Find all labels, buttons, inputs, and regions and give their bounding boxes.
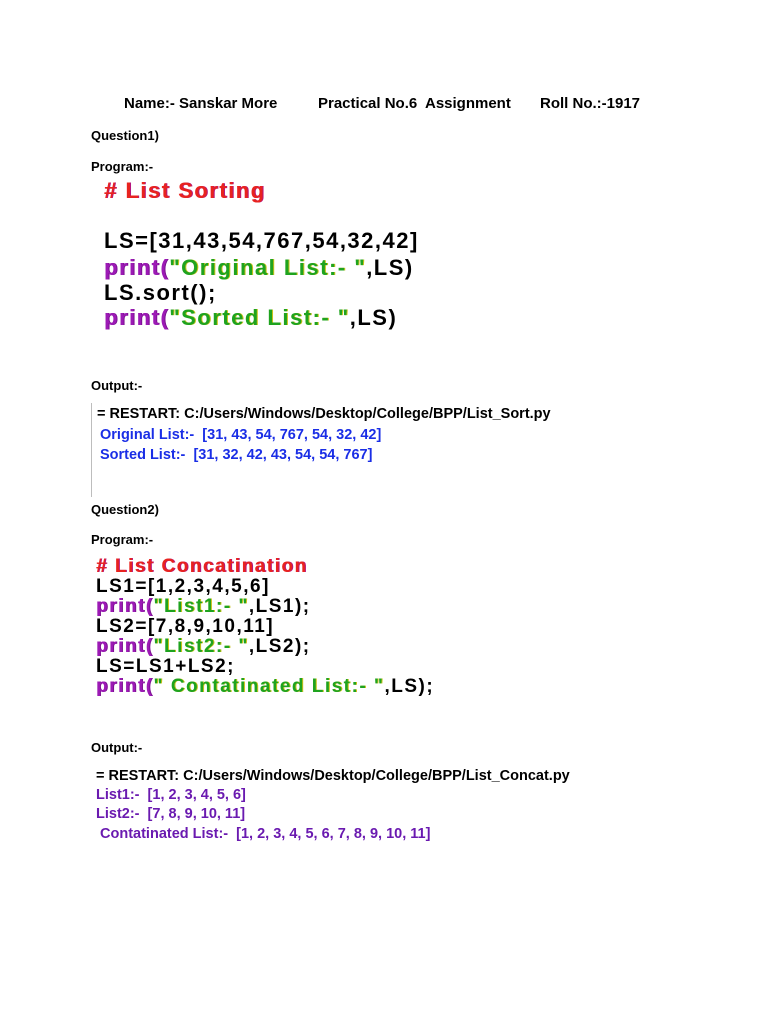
output-2-label: Output:- bbox=[91, 740, 143, 755]
code2-line2-rest: ,LS1); bbox=[248, 596, 311, 617]
code2-line6-print: print( bbox=[96, 676, 154, 697]
output1-line1: Original List:- [31, 43, 54, 767, 54, 32, 42] bbox=[100, 427, 382, 443]
question-1-label: Question1) bbox=[91, 128, 159, 143]
code1-comment: # List Sorting bbox=[104, 178, 266, 203]
code2-line6-string: " Contatinated List:- " bbox=[153, 676, 385, 697]
code2-line2-string: "List1:- " bbox=[153, 596, 249, 617]
code2-line4-string: "List2:- " bbox=[153, 636, 249, 657]
output-1-label: Output:- bbox=[91, 378, 143, 393]
output2-line1: List1:- [1, 2, 3, 4, 5, 6] bbox=[96, 787, 246, 803]
code1-line4-string: "Sorted List:- " bbox=[169, 305, 350, 330]
output1-restart: = RESTART: C:/Users/Windows/Desktop/College/BPP/List_Sort.py bbox=[97, 406, 551, 422]
practical-title: Practical No.6 Assignment bbox=[318, 95, 511, 112]
code2-line4-print: print( bbox=[96, 636, 154, 657]
code2-line4 bbox=[96, 636, 311, 658]
code2-line2-print: print( bbox=[96, 596, 154, 617]
output2-restart: = RESTART: C:/Users/Windows/Desktop/College/BPP/List_Concat.py bbox=[96, 768, 570, 784]
program-1-label: Program:- bbox=[91, 159, 154, 174]
output2-line2: List2:- [7, 8, 9, 10, 11] bbox=[96, 806, 246, 822]
code1-line2-print: print( bbox=[104, 255, 170, 280]
code2-line2 bbox=[96, 596, 311, 618]
code1-line4 bbox=[104, 305, 397, 331]
code2-line1: LS1=[1,2,3,4,5,6] bbox=[96, 576, 270, 597]
output-1-divider bbox=[91, 403, 92, 497]
question-2-label: Question2) bbox=[91, 502, 159, 517]
code1-line2-rest: ,LS) bbox=[366, 255, 414, 280]
roll-number: Roll No.:-1917 bbox=[540, 95, 641, 112]
code2-line4-rest: ,LS2); bbox=[248, 636, 311, 657]
code1-line2 bbox=[104, 255, 414, 281]
code1-line1: LS=[31,43,54,767,54,32,42] bbox=[104, 228, 419, 253]
code2-line6-rest: ,LS); bbox=[384, 676, 435, 697]
program-2-label: Program:- bbox=[91, 532, 154, 547]
code2-line3: LS2=[7,8,9,10,11] bbox=[96, 616, 275, 637]
code2-comment: # List Concatination bbox=[96, 556, 308, 577]
code1-line2-string: "Original List:- " bbox=[169, 255, 367, 280]
code2-line5: LS=LS1+LS2; bbox=[96, 656, 235, 677]
student-name: Name:- Sanskar More bbox=[124, 95, 278, 112]
code1-line4-rest: ,LS) bbox=[349, 305, 398, 330]
output1-line2: Sorted List:- [31, 32, 42, 43, 54, 54, 767] bbox=[100, 447, 373, 463]
output2-line3: Contatinated List:- [1, 2, 3, 4, 5, 6, 7, 8, 9, 10, 11] bbox=[96, 826, 431, 842]
code1-line4-print: print( bbox=[104, 305, 170, 330]
code2-line6 bbox=[96, 676, 434, 698]
code1-line3: LS.sort(); bbox=[104, 280, 217, 305]
